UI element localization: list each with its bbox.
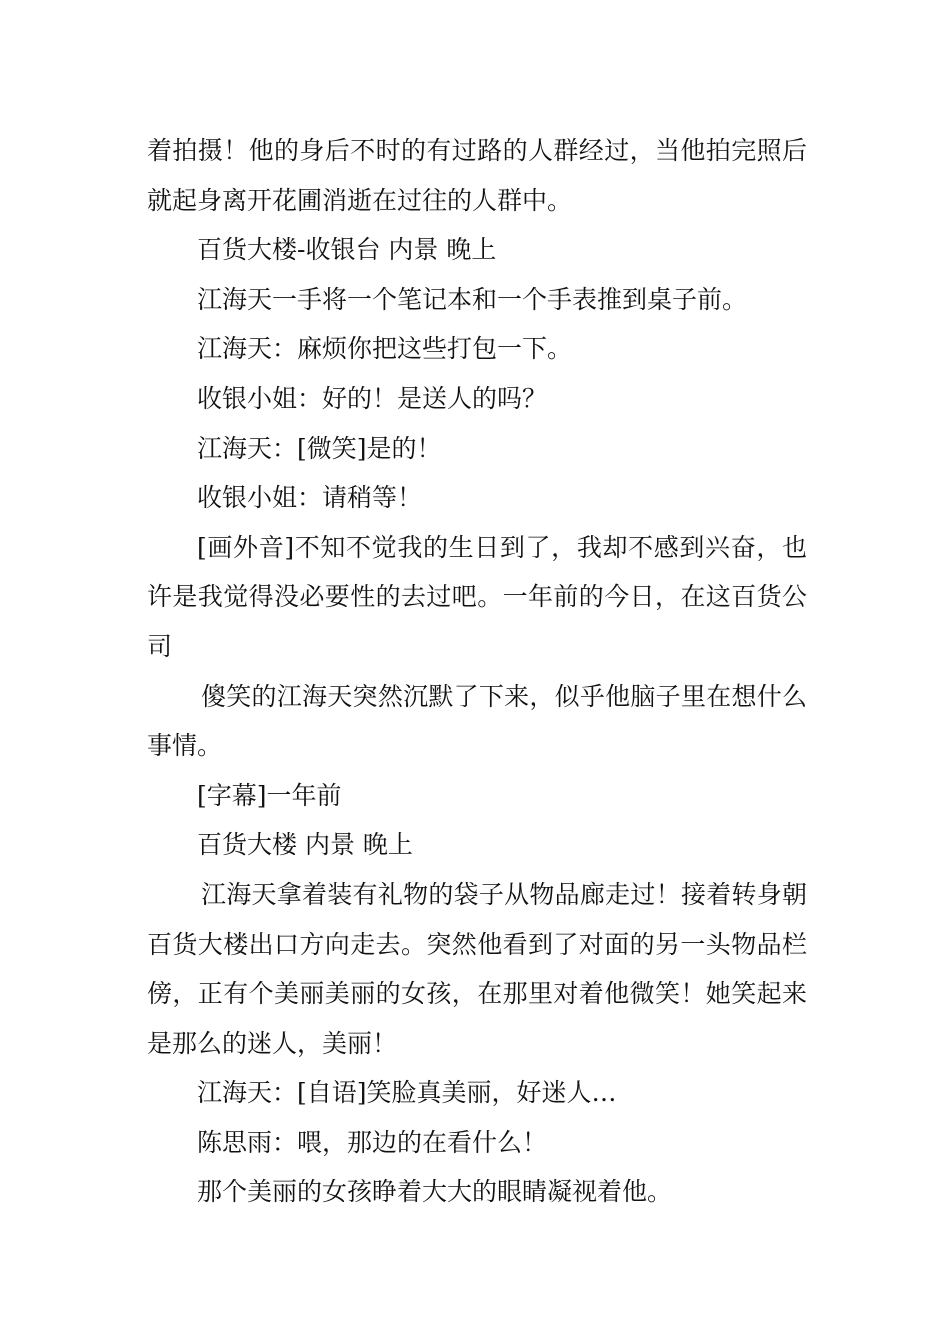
caption-line: [字幕]一年前 [197,780,342,810]
scene-heading-cashier: 百货大楼-收银台 内景 晚上 [197,235,497,265]
dialogue-line: 江海天：[微笑]是的！ [197,433,442,463]
script-text [147,126,807,1217]
scene-heading-store: 百货大楼 内景 晚上 [197,830,413,860]
paragraph-continuation: 着拍摄！他的身后不时的有过路的人群经过，当他拍完照后就起身离开花圃消逝在过往的人群中。 [147,136,807,215]
paragraph-action: 那个美丽的女孩睁着大大的眼睛凝视着他。 [197,1177,673,1207]
paragraph-action: 傻笑的江海天突然沉默了下来，似乎他脑子里在想什么事情。 [147,681,807,761]
dialogue-line: 收银小姐：请稍等！ [197,483,423,513]
dialogue-line: 江海天：麻烦你把这些打包一下。 [197,334,573,364]
paragraph-action: 江海天一手将一个笔记本和一个手表推到桌子前。 [197,284,748,314]
dialogue-line: 收银小姐：好的！是送人的吗？ [197,383,548,413]
paragraph-action: 江海天拿着装有礼物的袋子从物品廊走过！接着转身朝百货大楼出口方向走去。突然他看到了对面的另一头物品栏傍，正有个美丽美丽的女孩，在那里对着他微笑！她笑起来是那么的迷人，美丽！ [147,879,807,1058]
dialogue-line: 江海天：[自语]笑脸真美丽，好迷人… [197,1078,617,1108]
dialogue-line: 陈思雨：喂，那边的在看什么！ [197,1127,548,1157]
voiceover-paragraph: [画外音]不知不觉我的生日到了，我却不感到兴奋，也许是我觉得没必要性的去过吧。一年前的今日，在这百货公司 [147,532,807,661]
